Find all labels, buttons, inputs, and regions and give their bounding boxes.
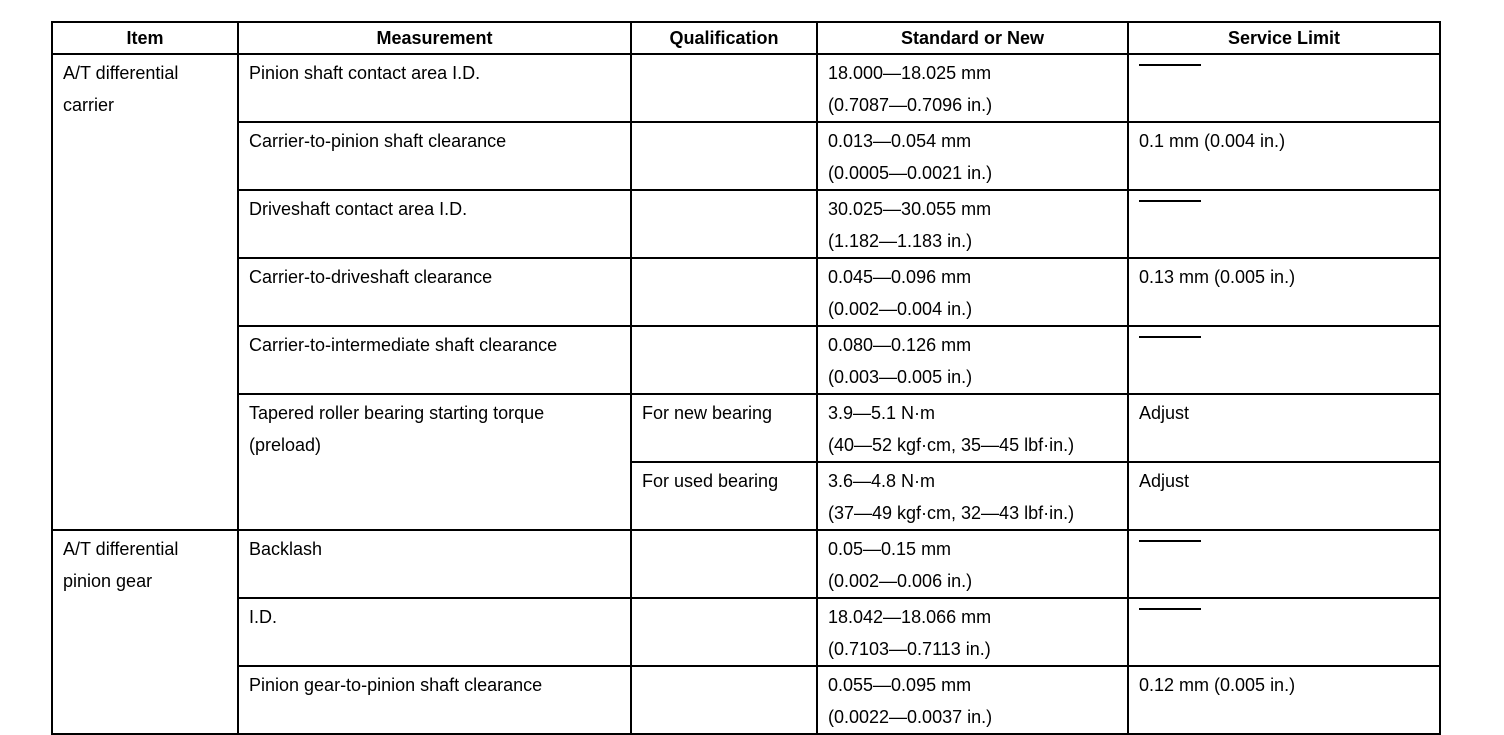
standard-cell [817, 598, 1128, 666]
qualification-cell [631, 54, 817, 122]
limit-cell: 0.12 mm (0.005 in.) [1128, 666, 1440, 734]
header-qualification: Qualification [631, 22, 817, 54]
qualification-cell [631, 666, 817, 734]
measurement-cell [238, 190, 631, 258]
qualification-cell: For new bearing [631, 394, 817, 462]
standard-metric: 18.000—18.025 mm [828, 63, 992, 83]
table-row [52, 666, 1440, 734]
table-row [52, 54, 1440, 122]
measurement-cell [238, 258, 631, 326]
standard-imperial: (0.002—0.004 in.) [828, 298, 973, 319]
standard-imperial: (0.003—0.005 in.) [828, 366, 973, 387]
measurement-cell [238, 666, 631, 734]
measurement-text: Carrier-to-intermediate shaft clearance [249, 335, 558, 355]
qualification-cell [631, 530, 817, 598]
qualification-cell: For used bearing [631, 462, 817, 530]
standard-cell [817, 122, 1128, 190]
standard-imperial: (0.002—0.006 in.) [828, 570, 973, 591]
standard-metric: 0.080—0.126 mm [828, 335, 972, 355]
standard-metric: 18.042—18.066 mm [828, 607, 992, 627]
header-row [52, 22, 1440, 54]
measurement-cell [238, 326, 631, 394]
standard-imperial: (40—52 kgf·cm, 35—45 lbf·in.) [828, 434, 1075, 455]
header-service-limit: Service Limit [1128, 22, 1440, 54]
measurement-text: (preload) [249, 434, 322, 455]
qualification-cell [631, 326, 817, 394]
standard-metric: 3.6—4.8 N·m [828, 471, 936, 491]
spec-table [51, 21, 1441, 735]
limit-cell: 0.1 mm (0.004 in.) [1128, 122, 1440, 190]
limit-cell [1128, 530, 1440, 598]
header-item: Item [52, 22, 238, 54]
standard-cell [817, 666, 1128, 734]
item-text: A/T differential [63, 63, 179, 83]
measurement-text: Carrier-to-pinion shaft clearance [249, 131, 507, 151]
limit-dash [1139, 64, 1201, 66]
qualification-cell [631, 258, 817, 326]
table-row [52, 190, 1440, 258]
measurement-cell [238, 598, 631, 666]
measurement-text: Pinion gear-to-pinion shaft clearance [249, 675, 543, 695]
qualification-cell [631, 122, 817, 190]
item-text: A/T differential [63, 539, 179, 559]
measurement-text: Carrier-to-driveshaft clearance [249, 267, 493, 287]
limit-cell: 0.13 mm (0.005 in.) [1128, 258, 1440, 326]
standard-imperial: (0.0022—0.0037 in.) [828, 706, 993, 727]
limit-cell: Adjust [1128, 394, 1440, 462]
item-text: carrier [63, 94, 115, 115]
standard-imperial: (0.7103—0.7113 in.) [828, 638, 991, 659]
measurement-text: I.D. [249, 607, 278, 627]
limit-cell [1128, 190, 1440, 258]
measurement-cell [238, 54, 631, 122]
table-row [52, 530, 1440, 598]
standard-imperial: (1.182—1.183 in.) [828, 230, 973, 251]
qualification-cell [631, 598, 817, 666]
standard-cell [817, 190, 1128, 258]
standard-metric: 0.055—0.095 mm [828, 675, 972, 695]
header-measurement: Measurement [238, 22, 631, 54]
header-standard: Standard or New [817, 22, 1128, 54]
measurement-cell [238, 122, 631, 190]
standard-metric: 3.9—5.1 N·m [828, 403, 936, 423]
table-row [52, 326, 1440, 394]
qualification-cell [631, 190, 817, 258]
standard-imperial: (37—49 kgf·cm, 32—43 lbf·in.) [828, 502, 1075, 523]
measurement-text: Backlash [249, 539, 323, 559]
limit-cell: Adjust [1128, 462, 1440, 530]
measurement-cell [238, 530, 631, 598]
table-row [52, 598, 1440, 666]
standard-cell [817, 258, 1128, 326]
standard-cell [817, 394, 1128, 462]
measurement-text: Driveshaft contact area I.D. [249, 199, 468, 219]
standard-metric: 30.025—30.055 mm [828, 199, 992, 219]
standard-metric: 0.045—0.096 mm [828, 267, 972, 287]
standard-cell [817, 462, 1128, 530]
standard-metric: 0.05—0.15 mm [828, 539, 952, 559]
standard-cell [817, 54, 1128, 122]
item-text: pinion gear [63, 570, 153, 591]
standard-metric: 0.013—0.054 mm [828, 131, 972, 151]
measurement-text: Tapered roller bearing starting torque [249, 403, 545, 423]
limit-cell [1128, 54, 1440, 122]
standard-cell [817, 530, 1128, 598]
limit-cell [1128, 598, 1440, 666]
table-row [52, 394, 1440, 462]
standard-cell [817, 326, 1128, 394]
table-row [52, 122, 1440, 190]
measurement-text: Pinion shaft contact area I.D. [249, 63, 481, 83]
standard-imperial: (0.7087—0.7096 in.) [828, 94, 993, 115]
limit-dash [1139, 336, 1201, 338]
limit-dash [1139, 200, 1201, 202]
standard-imperial: (0.0005—0.0021 in.) [828, 162, 993, 183]
item-cell [52, 530, 238, 734]
limit-cell [1128, 326, 1440, 394]
limit-dash [1139, 540, 1201, 542]
item-cell [52, 54, 238, 530]
table-row [52, 258, 1440, 326]
limit-dash [1139, 608, 1201, 610]
measurement-cell [238, 394, 631, 530]
